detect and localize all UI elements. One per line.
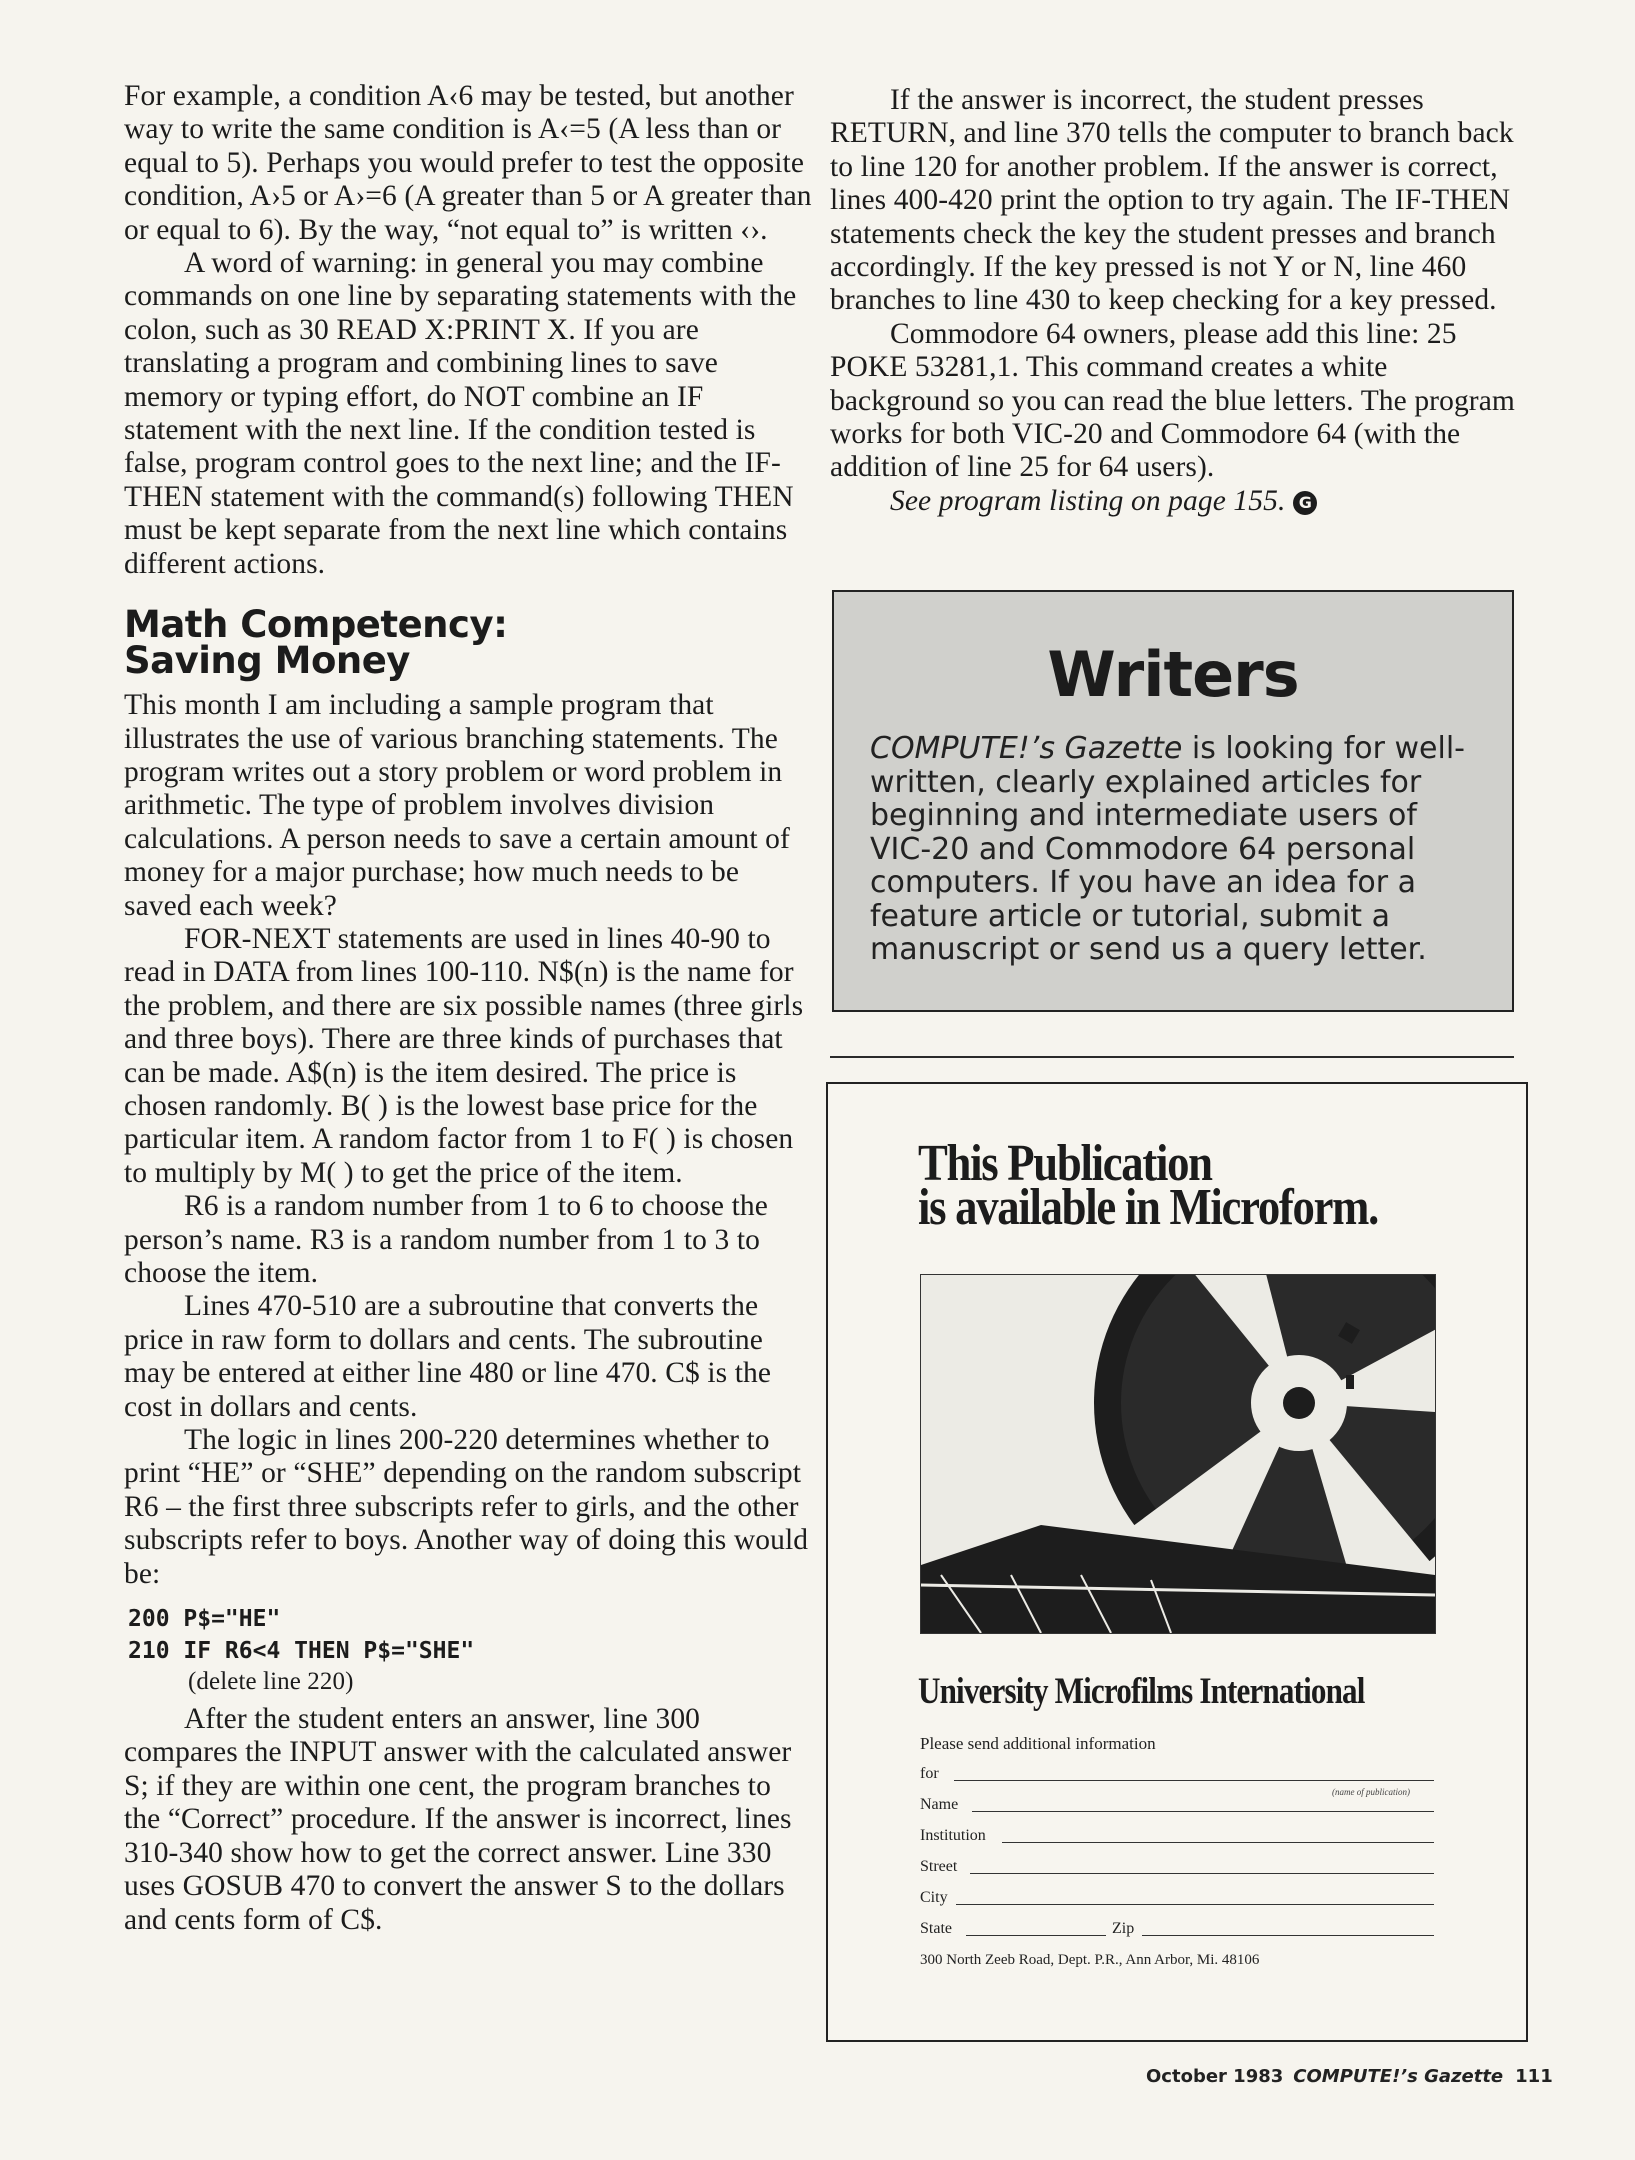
code-line: 200 P$="HE" [128, 1606, 281, 1633]
gazette-end-mark-icon: G [1293, 491, 1317, 515]
writers-body-text: is looking for well-written, clearly explained articles for beginning and intermediate users of VIC-20 and Commodore 64 personal computers. If you have an idea for a feature article or tutorial, submit a manuscript or send us a query letter. [870, 731, 1465, 967]
page-footer [1146, 2066, 1553, 2087]
magazine-name: COMPUTE!’s Gazette [1293, 2066, 1504, 2087]
paragraph: R6 is a random number from 1 to 6 to choose the person’s name. R3 is a random number from 1 to 3 to choose the item. [124, 1190, 768, 1289]
field-label: for [920, 1765, 939, 1782]
divider-rule [830, 1056, 1514, 1058]
heading-line: Saving Money [124, 639, 410, 683]
field-label: Zip [1112, 1920, 1135, 1937]
field-label: Street [920, 1858, 958, 1875]
field-label: Institution [920, 1827, 986, 1844]
see-listing-line [830, 485, 1520, 518]
form-row-name [920, 1787, 1440, 1818]
form-row-city [920, 1880, 1440, 1911]
ad-title-line: is available in Microform. [918, 1179, 1378, 1236]
company-name: University Microfilms International [918, 1671, 1365, 1712]
writers-body [870, 732, 1486, 967]
paragraph: FOR-NEXT statements are used in lines 40-90 to read in DATA from lines 100-110. N$(n) is the name for the problem, and there are six possible names (three girls and three boys). There are three kinds of purchases that can be made. A$(n) is the item desired. The price is chosen randomly. B( ) is the lowest base price for the particular item. A random factor from 1 to F( ) is chosen to multiply by M( ) to get the price of the item. [124, 922, 804, 1189]
microform-ad [826, 1082, 1528, 2042]
form-row-street [920, 1849, 1440, 1880]
field-label: City [920, 1889, 948, 1906]
heading-line: Math Competency: [124, 603, 508, 647]
field-label: State [920, 1920, 952, 1937]
ad-title-line: This Publication [918, 1135, 1212, 1192]
publication-field[interactable] [954, 1780, 1434, 1781]
gazette-name: COMPUTE!’s Gazette [870, 731, 1183, 766]
mailing-address: 300 North Zeeb Road, Dept. P.R., Ann Arbor, Mi. 48106 [920, 1952, 1260, 1968]
right-column [830, 84, 1520, 518]
writers-title: Writers [1047, 638, 1299, 711]
form-row-institution [920, 1818, 1440, 1849]
state-field[interactable] [966, 1935, 1106, 1936]
issue-date: October 1983 [1146, 2066, 1284, 2087]
code-listing [128, 1603, 814, 1667]
city-field[interactable] [956, 1904, 1434, 1905]
field-label: Name [920, 1796, 959, 1813]
code-note: (delete line 220) [188, 1668, 354, 1696]
field-note: (name of publication) [1332, 1787, 1410, 1797]
institution-field[interactable] [1002, 1842, 1434, 1843]
paragraph: A word of warning: in general you may combine commands on one line by separating statements with the colon, such as 30 READ X:PRINT X. If you are translating a program and combining lines to save memory or typing effort, do NOT combine an IF statement with the next line. If the condition tested is false, program control goes to the next line; and the IF-THEN statement with the command(s) following THEN must be kept separate from the next line which contains different actions. [124, 247, 797, 580]
paragraph: This month I am including a sample program that illustrates the use of various branching statements. The program writes out a story problem or word problem in arithmetic. The type of problem involves division calculations. A person needs to save a certain amount of money for a major purchase; how much needs to be saved each week? [124, 689, 790, 922]
see-listing-text: See program listing on page 155. [890, 484, 1286, 517]
paragraph: After the student enters an answer, line 300 compares the INPUT answer with the calculated answer S; if they are within one cent, the program branches to the “Correct” procedure. If the answer is incorrect, lines 310-340 show how to get the correct answer. Line 330 uses GOSUB 470 to convert the answer S to the dollars and cents form of C$. [124, 1703, 792, 1936]
paragraph: For example, a condition A‹6 may be tested, but another way to write the same condition is A‹=5 (A less than or equal to 5). Perhaps you would prefer to test the opposite condition, A›5 or A›=6 (A greater than 5 or A greater than or equal to 6). By the way, “not equal to” is written ‹›. [124, 80, 812, 246]
film-reel-photo [920, 1274, 1436, 1634]
paragraph: Lines 470-510 are a subroutine that converts the price in raw form to dollars and cents. The subroutine may be entered at either line 480 or line 470. C$ is the cost in dollars and cents. [124, 1290, 772, 1423]
film-reel-icon [921, 1275, 1435, 1633]
name-field[interactable] [972, 1811, 1434, 1812]
form-row-state-zip [920, 1911, 1440, 1942]
page-number: 111 [1515, 2066, 1553, 2087]
info-request-form [920, 1734, 1440, 1969]
left-column [124, 80, 814, 1937]
form-intro: Please send additional information [920, 1734, 1156, 1753]
code-line: 210 IF R6<4 THEN P$="SHE" [128, 1638, 475, 1665]
paragraph: If the answer is incorrect, the student presses RETURN, and line 370 tells the computer to branch back to line 120 for another problem. If the answer is correct, lines 400-420 print the option to try again. The IF-THEN statements check the key the student presses and branch accordingly. If the key pressed is not Y or N, line 460 branches to line 430 to keep checking for a key pressed. [830, 84, 1514, 317]
paragraph: The logic in lines 200-220 determines whether to print “HE” or “SHE” depending on the random subscript R6 – the first three subscripts refer to girls, and the other subscripts refer to boys. Another way of doing this would be: [124, 1424, 809, 1590]
ad-title [918, 1135, 1378, 1236]
writers-callout-box [832, 590, 1514, 1012]
paragraph: Commodore 64 owners, please add this line: 25 POKE 53281,1. This command creates a white background so you can read the blue letters. The program works for both VIC-20 and Commodore 64 (with the addition of line 25 for 64 users). [830, 317, 1515, 484]
form-row-for [920, 1756, 1440, 1797]
zip-field[interactable] [1142, 1935, 1434, 1936]
street-field[interactable] [970, 1873, 1434, 1874]
section-heading [124, 603, 814, 683]
